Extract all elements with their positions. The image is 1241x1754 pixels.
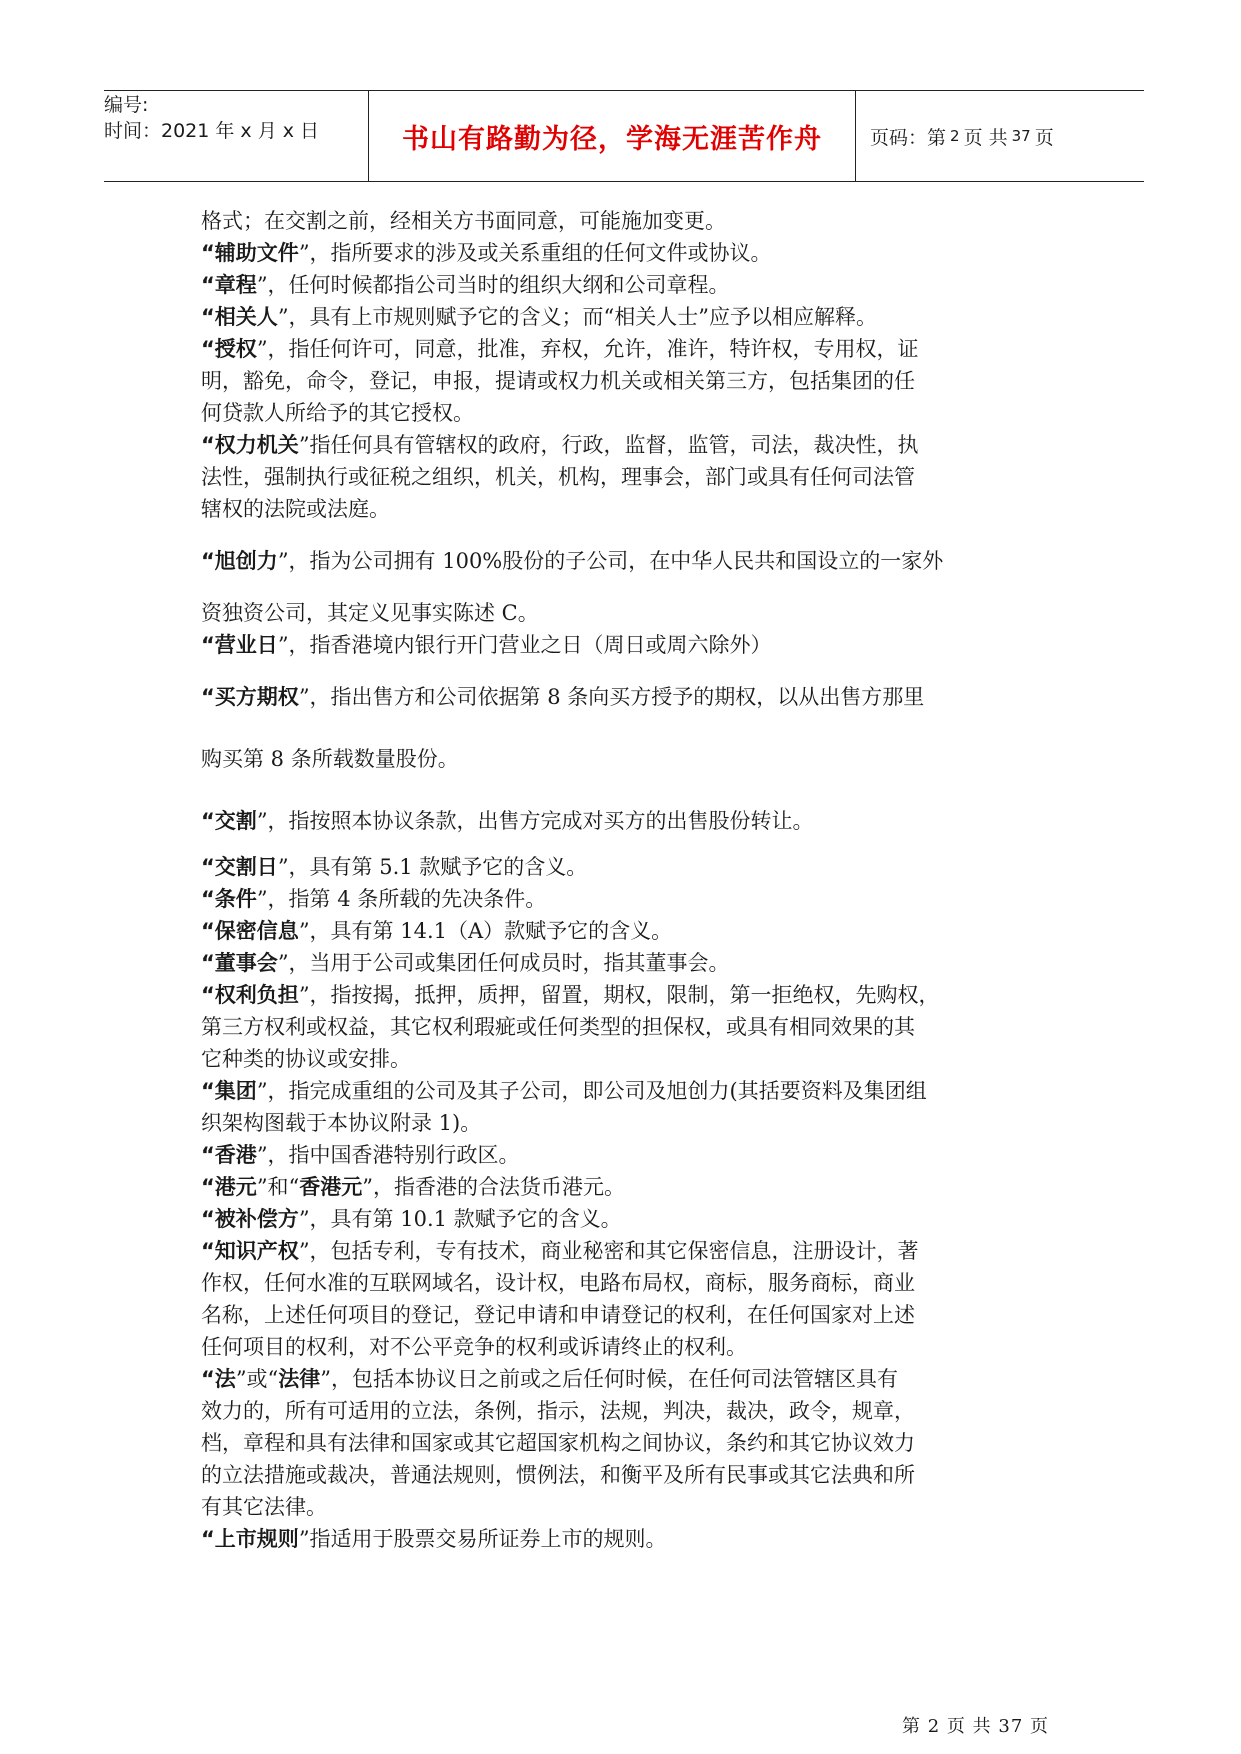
definition-text: ”，任何时候都指公司当时的组织大纲和公司章程。: [256, 273, 730, 297]
defined-term: “知识产权: [201, 1239, 299, 1263]
definition-text: 购买第 8 条所载数量股份。: [201, 747, 459, 771]
definition-text: ”，指按揭，抵押，质押，留置，期权，限制，第一拒绝权，先购权，: [298, 983, 940, 1007]
defined-term: “港元: [201, 1175, 257, 1199]
defined-term: “条件: [201, 887, 257, 911]
defined-term: 香港元: [299, 1175, 363, 1199]
text-line: [201, 1011, 1061, 1043]
definition-text: 织架构图载于本协议附录 1)。: [201, 1111, 482, 1135]
definition-text: ”，包括本协议日之前或之后任何时候，在任何司法管辖区具有: [320, 1367, 899, 1391]
definition-text: ”，指出售方和公司依据第 8 条向买方授予的期权，以从出售方那里: [298, 685, 925, 709]
footer-prefix: 第: [902, 1716, 921, 1737]
definition-text: ”，具有第 10.1 款赋予它的含义。: [298, 1207, 622, 1231]
text-line: [201, 461, 1061, 493]
defined-term: “授权: [201, 337, 257, 361]
text-line: [201, 333, 1061, 365]
text-line: [201, 805, 1061, 837]
definition-text: ”或“: [235, 1367, 279, 1391]
text-line: [201, 1427, 1061, 1459]
definition-text: ”，指中国香港特别行政区。: [256, 1143, 520, 1167]
definition-text: ”，指为公司拥有 100%股份的子公司，在中华人民共和国设立的一家外: [277, 549, 944, 573]
text-line: [201, 1523, 1061, 1555]
definition-text: 辖权的法院或法庭。: [201, 497, 390, 521]
definition-text: 明，豁免，命令，登记，申报，提请或权力机关或相关第三方，包括集团的任: [201, 369, 915, 393]
text-line: [201, 301, 1061, 333]
header-page-total: 37: [1011, 127, 1031, 145]
definition-text: 资独资公司，其定义见事实陈述 C。: [201, 601, 539, 625]
defined-term: “买方期权: [201, 685, 299, 709]
definition-text: 名称，上述任何项目的登记，登记申请和申请登记的权利，在任何国家对上述: [201, 1303, 915, 1327]
document-number-label: 编号:: [104, 94, 149, 116]
defined-term: 法律: [278, 1367, 321, 1391]
text-line: [201, 1075, 1061, 1107]
header-page-middle: 页 共: [963, 126, 1008, 149]
defined-term: “集团: [201, 1079, 257, 1103]
text-line: [201, 493, 1061, 525]
defined-term: “上市规则: [201, 1527, 299, 1551]
text-line: [201, 237, 1061, 269]
header-meta: [104, 91, 369, 181]
definition-text: ”，指完成重组的公司及其子公司，即公司及旭创力(其括要资料及集团组: [256, 1079, 927, 1103]
definition-text: 作权，任何水准的互联网域名，设计权，电路布局权，商标，服务商标，商业: [201, 1271, 915, 1295]
text-line: [201, 1203, 1061, 1235]
text-line: [201, 1139, 1061, 1171]
defined-term: “权利负担: [201, 983, 299, 1007]
header-page-current: 2: [950, 127, 960, 145]
header-page-suffix: 页: [1034, 126, 1054, 149]
definition-text: ”，指香港的合法货币港元。: [362, 1175, 626, 1199]
text-line: [201, 947, 1061, 979]
header-page-info: [856, 91, 1144, 181]
defined-term: “交割: [201, 809, 257, 833]
document-body: [201, 205, 1061, 1555]
definition-text: ”，具有上市规则赋予它的含义；而“相关人士”应予以相应解释。: [277, 305, 878, 329]
text-line: [201, 743, 1061, 775]
text-line: [201, 269, 1061, 301]
definition-text: 有其它法律。: [201, 1495, 327, 1519]
text-line: [201, 1235, 1061, 1267]
text-line: [201, 629, 1061, 661]
defined-term: “辅助文件: [201, 241, 299, 265]
definition-text: 法性，强制执行或征税之组织，机关，机构，理事会，部门或具有任何司法管: [201, 465, 915, 489]
definition-text: ”，具有第 5.1 款赋予它的含义。: [277, 855, 588, 879]
text-line: [201, 545, 1061, 577]
defined-term: “章程: [201, 273, 257, 297]
definition-text: ”，指所要求的涉及或关系重组的任何文件或协议。: [298, 241, 772, 265]
text-line: [201, 979, 1061, 1011]
defined-term: “被补偿方: [201, 1207, 299, 1231]
definition-text: 第三方权利或权益，其它权利瑕疵或任何类型的担保权，或具有相同效果的其: [201, 1015, 915, 1039]
definition-text: 何贷款人所给予的其它授权。: [201, 401, 474, 425]
header-page-prefix: 页码：第: [870, 126, 947, 149]
definition-text: ”，具有第 14.1（A）款赋予它的含义。: [298, 919, 673, 943]
text-line: [201, 429, 1061, 461]
text-line: [201, 1459, 1061, 1491]
text-line: [201, 851, 1061, 883]
definition-text: ”，指任何许可，同意，批准，弃权，允许，准许，特许权，专用权，证: [256, 337, 919, 361]
text-line: [201, 205, 1061, 237]
text-line: [201, 1107, 1061, 1139]
defined-term: “保密信息: [201, 919, 299, 943]
page-header: [104, 90, 1144, 182]
text-line: [201, 1395, 1061, 1427]
text-line: [201, 1491, 1061, 1523]
footer-middle: 页 共: [946, 1716, 992, 1737]
definition-text: ”，指香港境内银行开门营业之日（周日或周六除外）: [277, 633, 772, 657]
text-line: [201, 1171, 1061, 1203]
text-line: [201, 597, 1061, 629]
definition-text: 任何项目的权利，对不公平竞争的权利或诉请终止的权利。: [201, 1335, 747, 1359]
defined-term: “权力机关: [201, 433, 299, 457]
header-motto-cell: [369, 91, 856, 181]
footer-suffix: 页: [1030, 1716, 1050, 1737]
document-time: 时间：2021 年 x 月 x 日: [104, 120, 320, 142]
defined-term: “营业日: [201, 633, 278, 657]
text-line: [201, 1043, 1061, 1075]
text-line: [201, 1267, 1061, 1299]
defined-term: “董事会: [201, 951, 278, 975]
definition-text: ”，当用于公司或集团任何成员时，指其董事会。: [277, 951, 730, 975]
text-line: [201, 397, 1061, 429]
definition-text: 档，章程和具有法律和国家或其它超国家机构之间协议，条约和其它协议效力: [201, 1431, 915, 1455]
definition-text: 的立法措施或裁决，普通法规则，惯例法，和衡平及所有民事或其它法典和所: [201, 1463, 915, 1487]
defined-term: “交割日: [201, 855, 278, 879]
definition-text: ”，指按照本协议条款，出售方完成对买方的出售股份转让。: [256, 809, 814, 833]
text-line: [201, 681, 1061, 713]
defined-term: “旭创力: [201, 549, 278, 573]
definition-text: 效力的，所有可适用的立法，条例，指示，法规，判决，裁决，政令，规章，: [201, 1399, 915, 1423]
defined-term: “相关人: [201, 305, 278, 329]
text-line: [201, 883, 1061, 915]
defined-term: “法: [201, 1367, 236, 1391]
definition-text: ”，包括专利，专有技术，商业秘密和其它保密信息，注册设计，著: [298, 1239, 919, 1263]
footer-current: 2: [927, 1716, 941, 1737]
definition-text: ”和“: [256, 1175, 300, 1199]
definition-text: ”指任何具有管辖权的政府，行政，监督，监管，司法，裁决性，执: [298, 433, 919, 457]
definition-text: ”指适用于股票交易所证券上市的规则。: [298, 1527, 667, 1551]
page-footer: [902, 1712, 1049, 1738]
definition-text: ”，指第 4 条所载的先决条件。: [256, 887, 547, 911]
definition-text: 它种类的协议或安排。: [201, 1047, 411, 1071]
text-line: [201, 915, 1061, 947]
text-line: [201, 1331, 1061, 1363]
footer-total: 37: [998, 1716, 1024, 1737]
definition-text: 格式；在交割之前，经相关方书面同意，可能施加变更。: [201, 209, 726, 233]
text-line: [201, 1299, 1061, 1331]
text-line: [201, 365, 1061, 397]
defined-term: “香港: [201, 1143, 257, 1167]
header-motto: 书山有路勤为径，学海无涯苦作舟: [402, 123, 822, 155]
text-line: [201, 1363, 1061, 1395]
